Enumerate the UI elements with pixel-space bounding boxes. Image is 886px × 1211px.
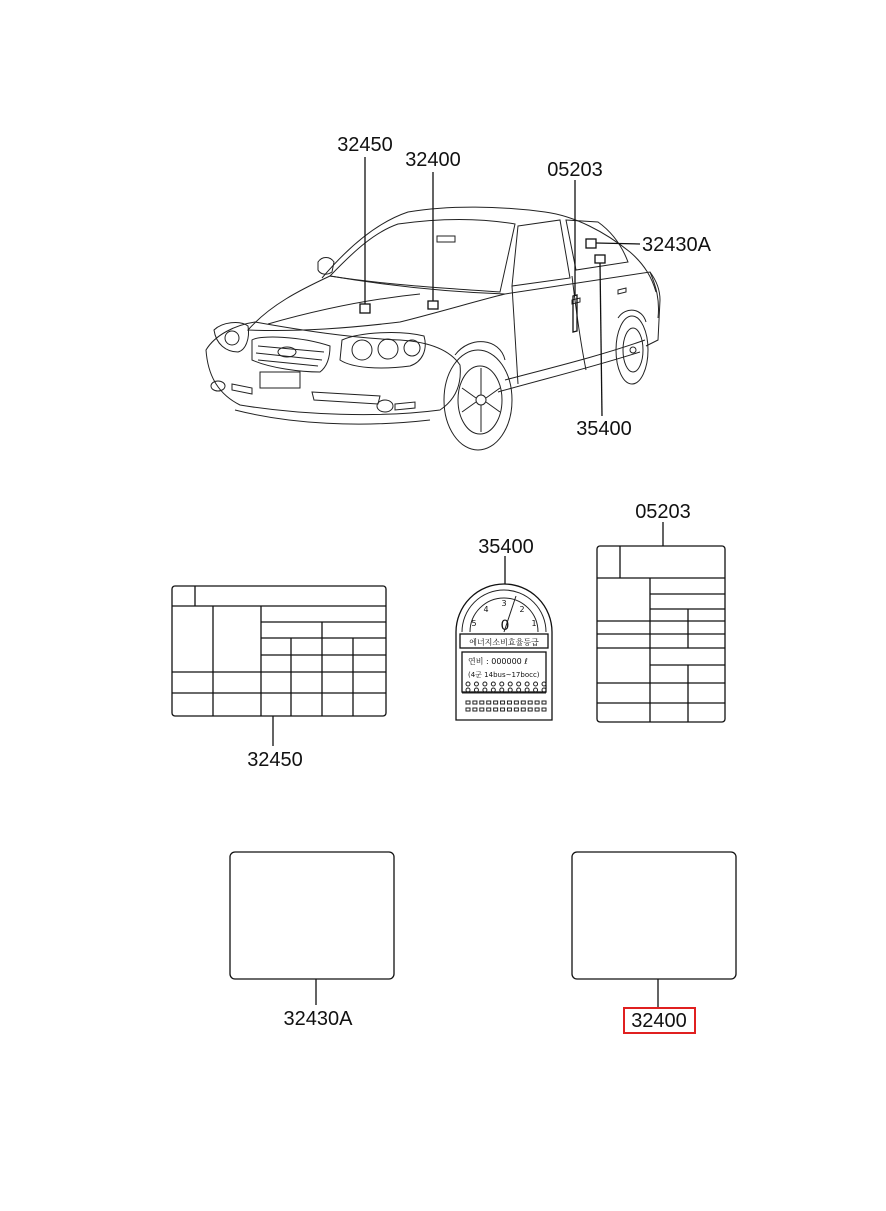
callout-05203-car[interactable]: 05203	[547, 159, 603, 181]
energy-dot	[528, 708, 532, 711]
energy-dot	[494, 708, 498, 711]
label-32400-blank	[572, 852, 736, 979]
label-32430A-blank	[230, 852, 394, 979]
energy-dot	[487, 701, 491, 704]
energy-dot	[473, 701, 477, 704]
callout-32430A-car[interactable]: 32430A	[642, 234, 711, 256]
energy-dot	[466, 682, 470, 686]
energy-grade-2: 2	[519, 605, 525, 614]
callout-32450[interactable]: 32450	[247, 749, 303, 771]
energy-class-line: (4군 14bus~17bocc)	[468, 671, 540, 679]
energy-dot	[542, 708, 546, 711]
callout-35400-car[interactable]: 35400	[576, 418, 632, 440]
callout-32400-car[interactable]: 32400	[405, 149, 461, 171]
energy-dot	[534, 682, 538, 686]
energy-dot	[521, 701, 525, 704]
energy-dot	[480, 708, 484, 711]
energy-grade-4: 4	[483, 605, 489, 614]
energy-dot	[507, 708, 511, 711]
energy-dot	[474, 682, 478, 686]
label-marker-32450	[360, 304, 370, 313]
label-32450-table	[172, 586, 386, 716]
energy-dot	[483, 682, 487, 686]
energy-dot	[517, 682, 521, 686]
energy-dot	[494, 701, 498, 704]
energy-dot	[508, 682, 512, 686]
label-marker-32400	[428, 301, 438, 309]
energy-fuel-line: 연비 : 000000 ℓ	[468, 657, 528, 666]
label-05203-table	[597, 546, 725, 722]
energy-dot	[500, 682, 504, 686]
callout-32450-car[interactable]: 32450	[337, 134, 393, 156]
energy-grade-3: 3	[501, 599, 507, 608]
energy-dot	[491, 682, 495, 686]
callout-05203[interactable]: 05203	[635, 501, 691, 523]
energy-dot	[501, 708, 505, 711]
energy-title: 에너지소비효율등급	[469, 638, 539, 647]
label-35400-energy	[456, 584, 552, 720]
callout-32430A[interactable]: 32430A	[283, 1008, 353, 1030]
energy-dot	[501, 701, 505, 704]
energy-grade-1: 1	[531, 619, 537, 628]
energy-dot	[535, 708, 539, 711]
energy-dot	[528, 701, 532, 704]
callout-32400-highlighted[interactable]: 32400	[631, 1010, 687, 1032]
energy-dot	[514, 708, 518, 711]
energy-dot	[473, 708, 477, 711]
energy-dot	[525, 682, 529, 686]
label-marker-32430A	[586, 239, 596, 248]
energy-dot	[466, 708, 470, 711]
energy-dot	[521, 708, 525, 711]
callout-35400[interactable]: 35400	[478, 536, 534, 558]
label-marker-35400	[595, 255, 605, 263]
energy-dot	[487, 708, 491, 711]
energy-dot	[514, 701, 518, 704]
energy-dot	[542, 701, 546, 704]
energy-dot-rows	[466, 682, 546, 711]
energy-needle-value: 0	[500, 618, 510, 634]
energy-dot	[507, 701, 511, 704]
energy-grade-5: 5	[471, 619, 477, 628]
energy-dot	[535, 701, 539, 704]
energy-dot	[480, 701, 484, 704]
energy-dot	[466, 701, 470, 704]
